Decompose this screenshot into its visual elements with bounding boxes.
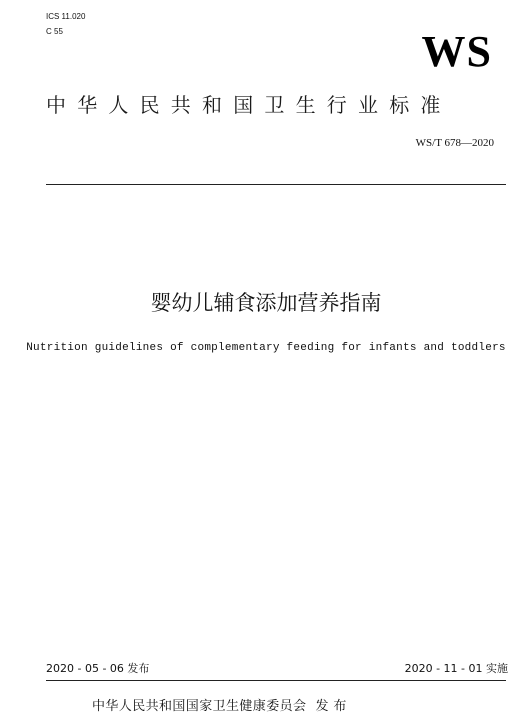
implementation-date: 2020 - 11 - 01 实施	[404, 662, 508, 675]
document-title-chinese: 婴幼儿辅食添加营养指南	[150, 291, 382, 315]
standard-number: WS/T 678—2020	[415, 137, 494, 149]
standard-type-heading: 中华人民共和国卫生行业标准	[46, 93, 452, 117]
ics-code: ICS 11.020	[46, 12, 86, 21]
footer-divider	[46, 680, 506, 681]
ws-logo: WS	[421, 27, 492, 76]
header-divider	[46, 184, 506, 185]
issue-date: 2020 - 05 - 06 发布	[46, 662, 150, 675]
issuing-authority: 中华人民共和国国家卫生健康委员会 发 布	[92, 699, 347, 714]
ccs-code: C 55	[46, 27, 63, 36]
document-title-english: Nutrition guidelines of complementary feeding for infants and toddlers	[26, 342, 506, 354]
